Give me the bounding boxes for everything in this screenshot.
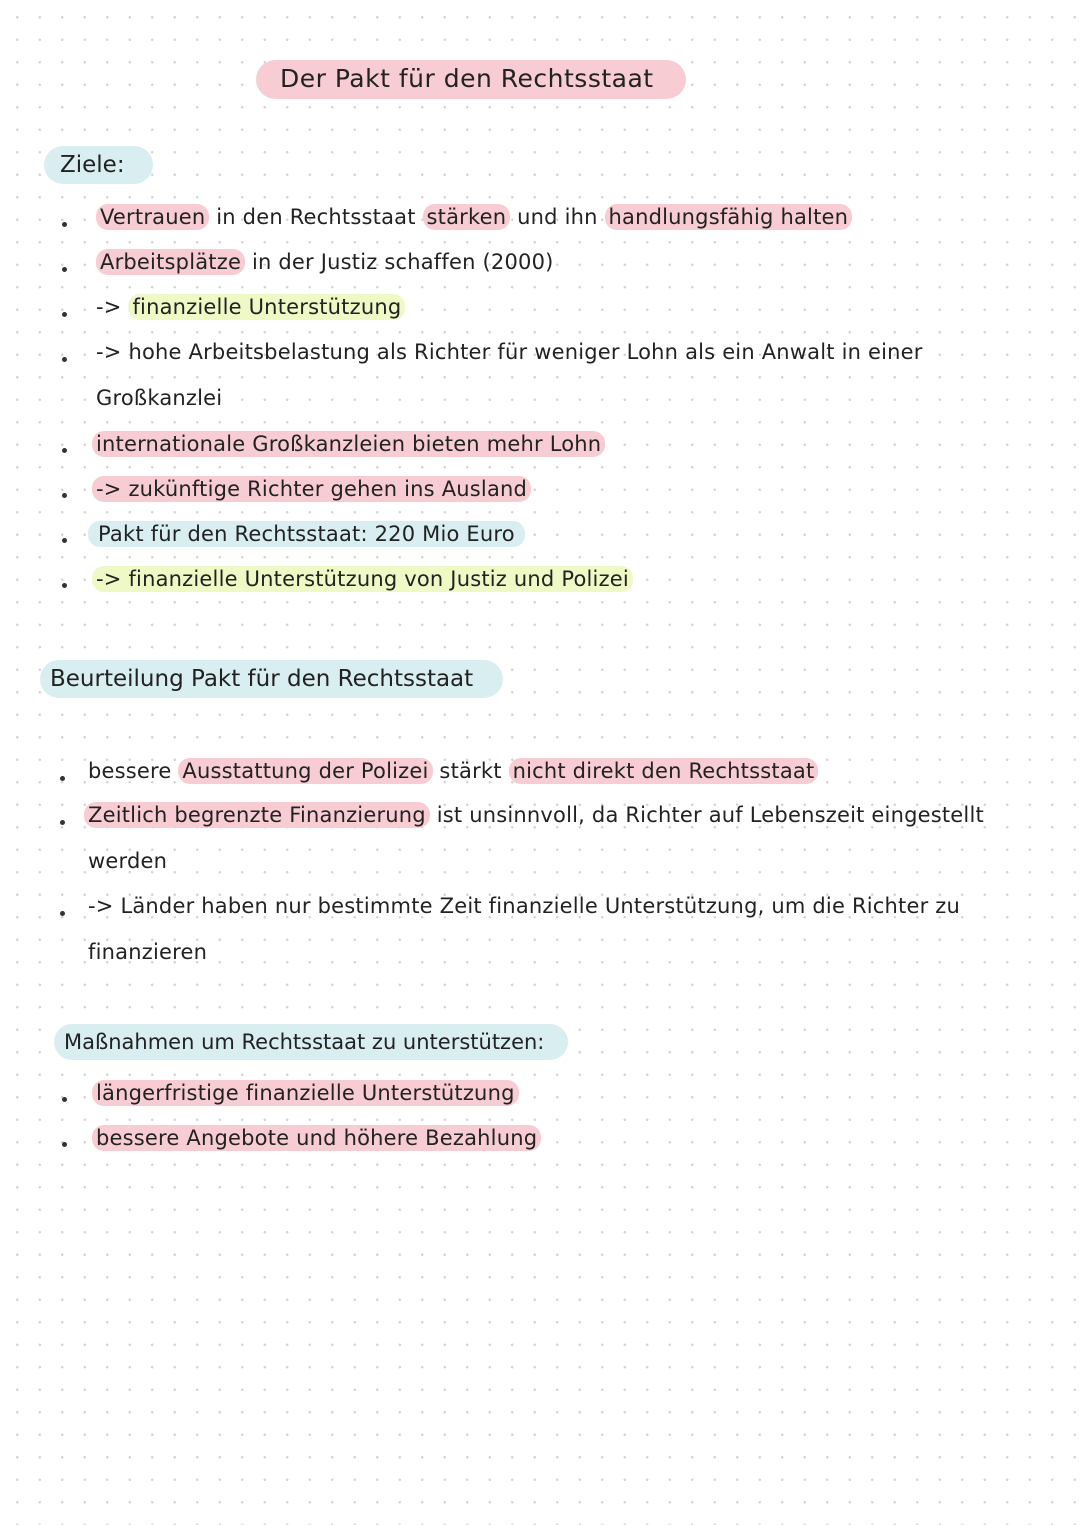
highlight: stärken (423, 204, 511, 230)
text: ist unsinnvoll, da Richter auf Lebenszeit eingestellt (429, 803, 984, 827)
highlight: Vertrauen (96, 204, 209, 230)
text: stärkt (432, 759, 509, 783)
text: und ihn (510, 205, 605, 229)
text: -> (96, 295, 129, 319)
ziele-line-7: Pakt für den Rechtsstaat: 220 Mio Euro (88, 521, 525, 547)
bullet (62, 1142, 67, 1147)
page-title: Der Pakt für den Rechtsstaat (256, 60, 686, 99)
highlight: Arbeitsplätze (96, 249, 245, 275)
bullet (62, 357, 67, 362)
highlight: handlungsfähig halten (605, 204, 853, 230)
bullet (62, 222, 67, 227)
bullet (62, 448, 67, 453)
ziele-line-6: -> zukünftige Richter gehen ins Ausland (92, 476, 531, 502)
ziele-line-1 (96, 205, 852, 229)
ziele-line-5: internationale Großkanzleien bieten mehr Lohn (92, 431, 605, 457)
ziele-line-4b: Großkanzlei (96, 386, 223, 410)
bullet (62, 312, 67, 317)
text: in der Justiz schaffen (2000) (245, 250, 554, 274)
massnahmen-line-2: bessere Angebote und höhere Bezahlung (92, 1125, 541, 1151)
beurteilung-line-3: -> Länder haben nur bestimmte Zeit finanzielle Unterstützung, um die Richter zu (88, 894, 961, 918)
section-heading-ziele: Ziele: (44, 146, 153, 184)
text: bessere (88, 759, 179, 783)
ziele-line-2 (96, 250, 554, 274)
bullet (60, 776, 65, 781)
highlight: Zeitlich begrenzte Finanzierung (84, 802, 430, 828)
ziele-line-3 (96, 295, 405, 319)
highlight: Ausstattung der Polizei (178, 758, 432, 784)
bullet (62, 538, 67, 543)
highlight: finanzielle Unterstützung (128, 294, 405, 320)
section-heading-massnahmen: Maßnahmen um Rechtsstaat zu unterstützen: (54, 1024, 568, 1060)
ziele-line-4: -> hohe Arbeitsbelastung als Richter für weniger Lohn als ein Anwalt in einer (96, 340, 923, 364)
beurteilung-line-1 (88, 759, 818, 783)
bullet (60, 911, 65, 916)
bullet (62, 267, 67, 272)
bullet (62, 1097, 67, 1102)
beurteilung-line-3b: finanzieren (88, 940, 208, 964)
beurteilung-line-2 (84, 803, 984, 827)
beurteilung-line-2b: werden (88, 849, 168, 873)
section-heading-beurteilung: Beurteilung Pakt für den Rechtsstaat (40, 660, 503, 698)
massnahmen-line-1: längerfristige finanzielle Unterstützung (92, 1080, 519, 1106)
text: in den Rechtsstaat (209, 205, 423, 229)
bullet (60, 820, 65, 825)
ziele-line-8: -> finanzielle Unterstützung von Justiz und Polizei (92, 566, 633, 592)
bullet (62, 583, 67, 588)
bullet (62, 493, 67, 498)
highlight: nicht direkt den Rechtsstaat (509, 758, 819, 784)
